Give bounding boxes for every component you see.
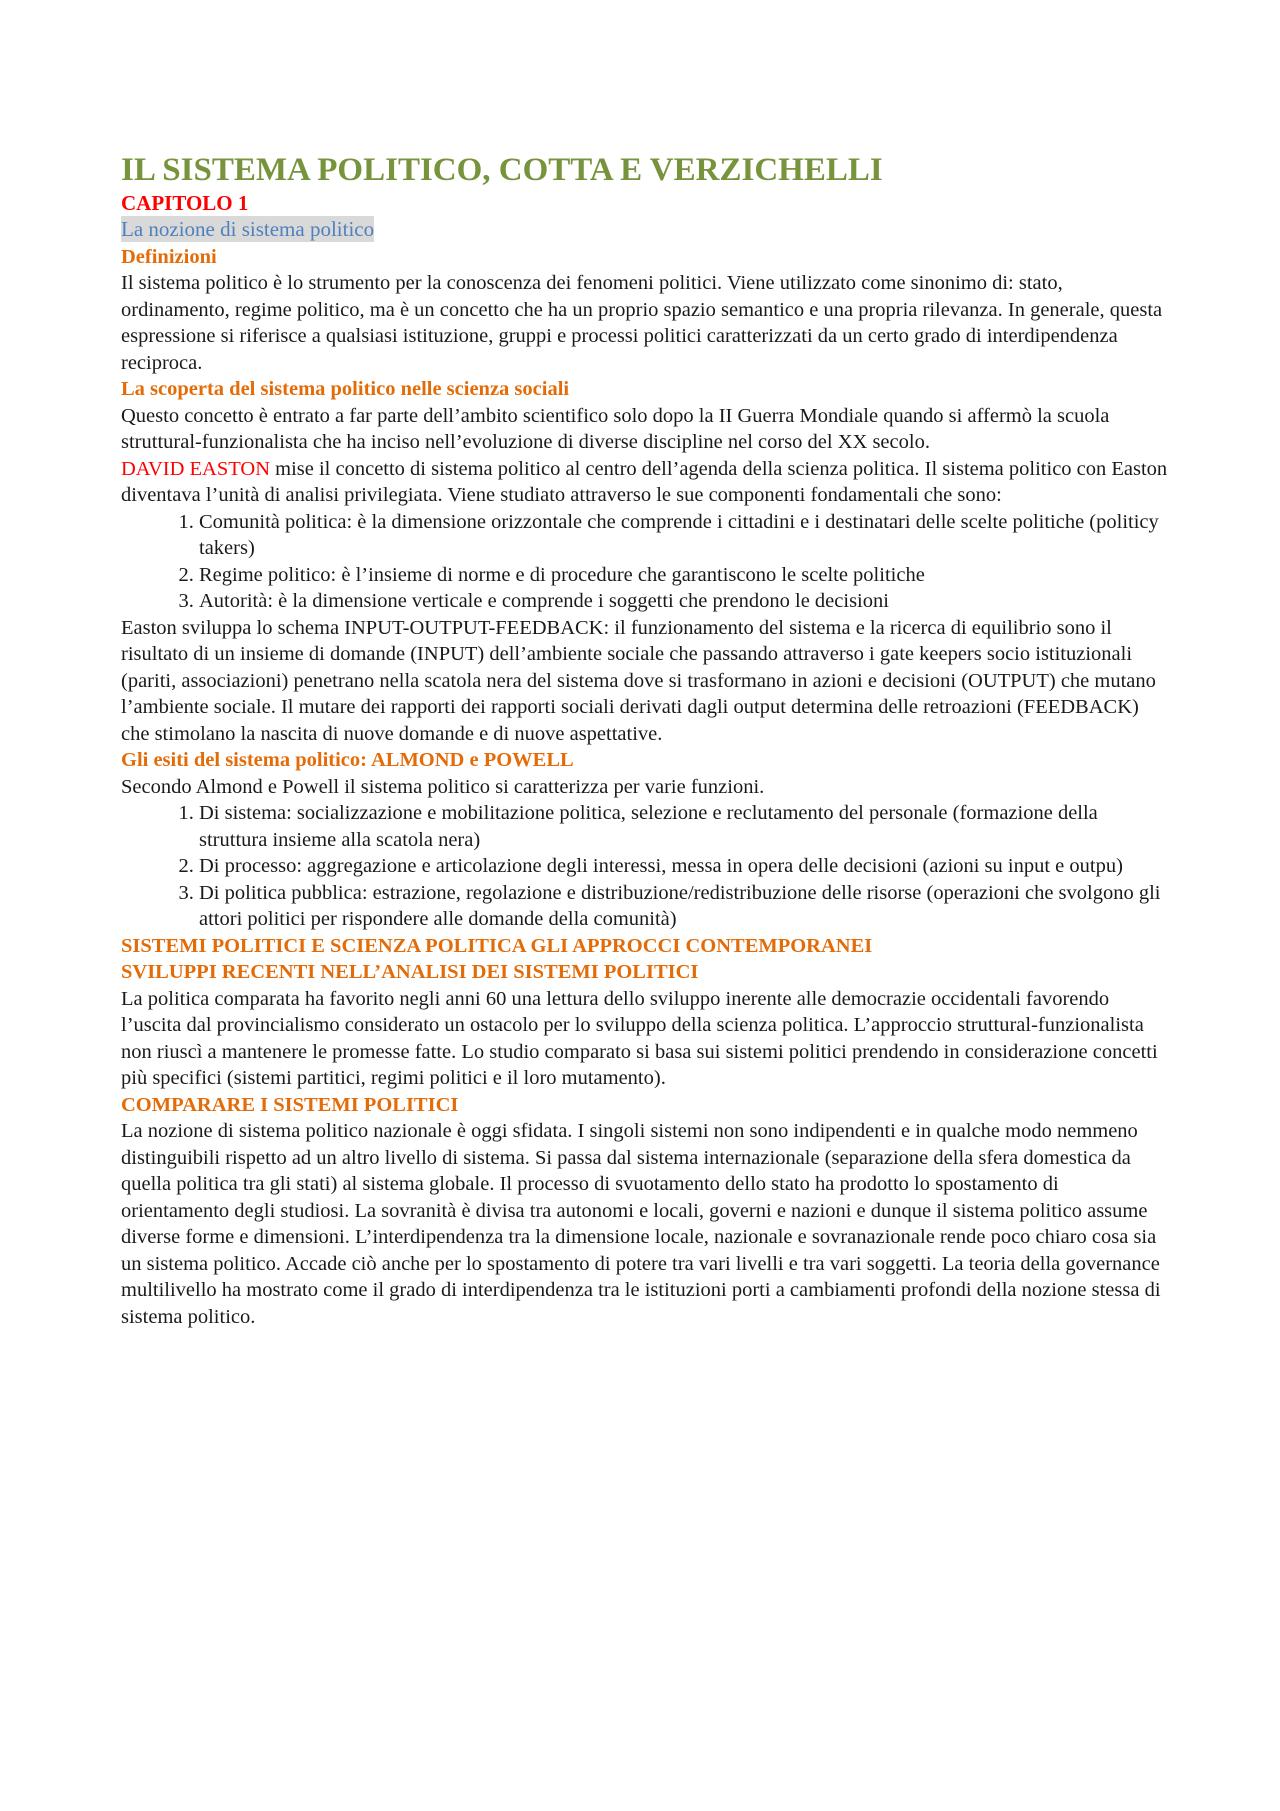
list-functions (121, 800, 1171, 933)
paragraph-scoperta: Questo concetto è entrato a far parte dell’ambito scientifico solo dopo la II Guerra Mondiale quando si affermò la scuola struttural-funzionalista che ha inciso nell’evoluzione di diverse discipline nel corso del XX secolo. (121, 404, 1110, 453)
easton-text: mise il concetto di sistema politico al centro dell’agenda della scienza politica. Il sistema politico con Easton diventava l’unità di analisi privilegiata. Viene studiato attraverso le sue componenti fondamentali che sono: (121, 457, 1168, 506)
list-easton-components (121, 509, 1171, 615)
paragraph-input-output: Easton sviluppa lo schema INPUT-OUTPUT-FEEDBACK: il funzionamento del sistema e la ricerca di equilibrio sono il risultato di un insieme di domande (INPUT) dell’ambiente sociale che passando attraverso i gate keepers socio istituzionali (pariti, associazioni) penetrano nella scatola nera del sistema dove si trasformano in azioni e decisioni (OUTPUT) che mutano l’ambiente sociale. Il mutare dei rapporti dei rapporti sociali derivati dagli output determina delle retroazioni (FEEDBACK) che stimolano la nascita di nuove domande e di nuove aspettative. (121, 616, 1156, 745)
list-item: 1. Di sistema: socializzazione e mobilitazione politica, selezione e reclutamento del personale (formazione della struttura insieme alla scatola nera) (199, 800, 1171, 853)
easton-name: DAVID EASTON (121, 457, 271, 480)
heading-sviluppi: SVILUPPI RECENTI NELL’ANALISI DEI SISTEMI POLITICI (121, 961, 699, 983)
list-item: 2. Di processo: aggregazione e articolazione degli interessi, messa in opera delle decisioni (azioni su input e outpu) (199, 853, 1171, 880)
heading-comparare: COMPARARE I SISTEMI POLITICI (121, 1093, 459, 1116)
paragraph-comparare: La nozione di sistema politico nazionale è oggi sfidata. I singoli sistemi non sono indipendenti e in qualche modo nemmeno distinguibili rispetto ad un altro livello di sistema. Si passa dal sistema internazionale (separazione della sfera domestica da quella politica tra gli stati) al sistema globale. Il processo di svuotamento dello stato ha prodotto lo spostamento di orientamento degli studiosi. La sovranità è divisa tra autonomi e locali, governi e nazioni e dunque il sistema politico assume diverse forme e dimensioni. L’interdipendenza tra la dimensione locale, nazionale e sovranazionale rende poco chiaro cosa sia un sistema politico. Accade ciò anche per lo spostamento di potere tra vari livelli e tra vari soggetti. La teoria della governance multilivello ha mostrato come il grado di interdipendenza tra le istituzioni porti a cambiamenti profondi della nozione stessa di sistema politico. (121, 1120, 1161, 1328)
paragraph-approcci: La politica comparata ha favorito negli anni 60 una lettura dello sviluppo inerente alle democrazie occidentali favorendo l’uscita dal provincialismo considerato un ostacolo per lo sviluppo della scienza politica. L’approccio struttural-funzionalista non riuscì a mantenere le promesse fatte. Lo studio comparato si basa sui sistemi politici prendendo in considerazione concetti più specifici (sistemi partitici, regimi politici e il loro mutamento). (121, 987, 1158, 1089)
section-subtitle: La nozione di sistema politico (121, 217, 375, 241)
paragraph-definizioni: Il sistema politico è lo strumento per la conoscenza dei fenomeni politici. Viene utilizzato come sinonimo di: stato, ordinamento, regime politico, ma è un concetto che ha un proprio spazio semantico e una propria rilevanza. In generale, questa espressione si riferisce a qualsiasi istituzione, gruppi e processi politici caratterizzati da un certo grado di interdipendenza reciproca. (121, 272, 1163, 374)
heading-definizioni: Definizioni (121, 245, 217, 268)
list-item: 2. Regime politico: è l’insieme di norme e di procedure che garantiscono le scelte politiche (199, 562, 1171, 589)
paragraph-esiti: Secondo Almond e Powell il sistema politico si caratterizza per varie funzioni. (121, 775, 765, 798)
heading-approcci: SISTEMI POLITICI E SCIENZA POLITICA GLI APPROCCI CONTEMPORANEI (121, 934, 873, 957)
heading-esiti: Gli esiti del sistema politico: ALMOND e POWELL (121, 749, 574, 771)
document-title: IL SISTEMA POLITICO, COTTA E VERZICHELLI (121, 152, 883, 188)
paragraph-easton (121, 456, 1171, 509)
chapter-heading: CAPITOLO 1 (121, 191, 249, 215)
document-page (121, 150, 1171, 1330)
list-item: 3. Di politica pubblica: estrazione, regolazione e distribuzione/redistribuzione delle risorse (operazioni che svolgono gli attori politici per rispondere alle domande della comunità) (199, 880, 1171, 933)
heading-scoperta: La scoperta del sistema politico nelle scienza sociali (121, 378, 570, 400)
list-item: 1. Comunità politica: è la dimensione orizzontale che comprende i cittadini e i destinatari delle scelte politiche (politicy takers) (199, 509, 1171, 562)
list-item: 3. Autorità: è la dimensione verticale e comprende i soggetti che prendono le decisioni (199, 588, 1171, 615)
